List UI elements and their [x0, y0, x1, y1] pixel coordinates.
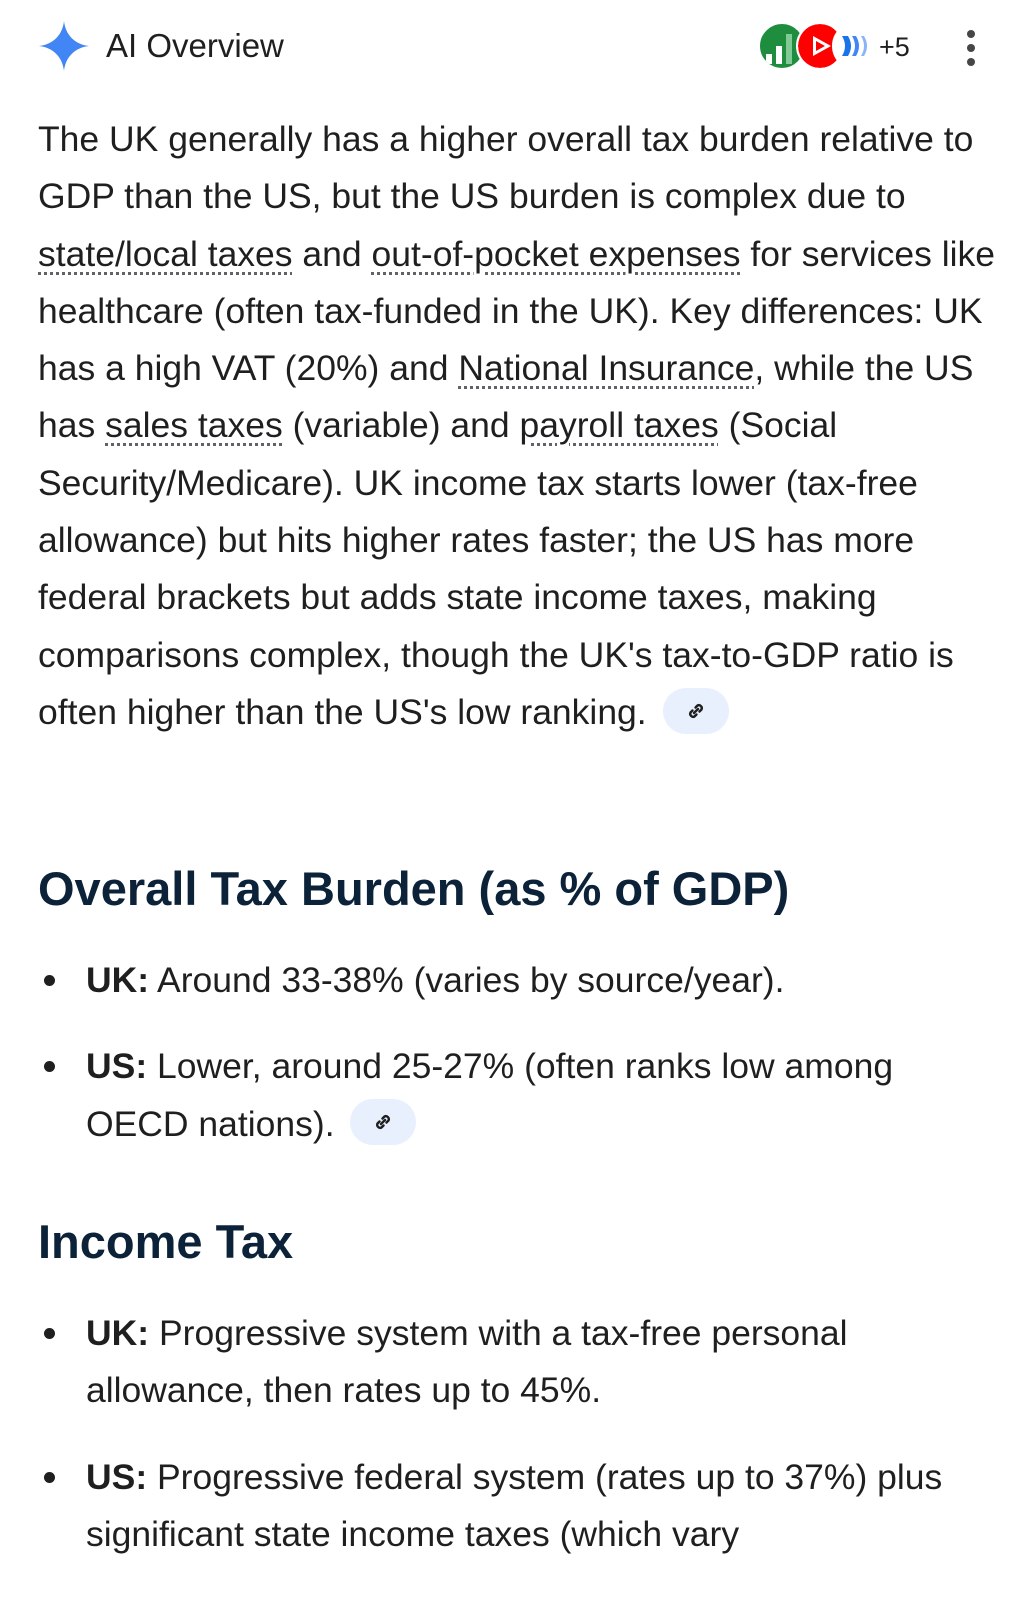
list-item-text: Around 33-38% (varies by source/year). [149, 960, 785, 1000]
list-item-label: UK: [86, 1313, 150, 1353]
list-item [0, 1449, 956, 1564]
link-icon [371, 1110, 395, 1134]
citation-link-button[interactable] [350, 1099, 416, 1145]
list-item [0, 952, 956, 1009]
term-link-out-of-pocket-expenses[interactable]: out-of-pocket expenses [371, 233, 741, 274]
list-item-text: Progressive federal system (rates up to 37%) plus significant state income taxes (which vary [86, 1456, 943, 1554]
link-icon [684, 699, 708, 723]
overall-tax-burden-list [0, 952, 1031, 1153]
term-link-state-local-taxes[interactable]: state/local taxes [38, 233, 293, 274]
list-item-label: US: [86, 1046, 148, 1087]
summary-text: and [292, 233, 372, 274]
list-item [0, 1305, 956, 1420]
gemini-sparkle-icon [38, 20, 90, 72]
list-item-label: UK: [86, 960, 150, 1000]
more-vert-icon[interactable] [955, 28, 987, 68]
summary-text: for services like healthcare (often tax-funded in the UK). Key differences: UK has a high VAT (20%) and [38, 233, 996, 389]
source-favicons[interactable] [758, 22, 878, 72]
summary-text: (Social Security/Medicare). UK income tax starts lower (tax-free allowance) but hits higher rates faster; the US has more federal brackets but adds state income taxes, making comparisons complex, though the UK's tax-to-GDP ratio is often higher than the US's low ranking. [38, 405, 954, 732]
income-tax-list [0, 1305, 1031, 1563]
summary-text: , while the US has [38, 348, 974, 446]
list-item-text: Progressive system with a tax-free personal allowance, then rates up to 45%. [86, 1313, 848, 1411]
section-heading-income-tax: Income Tax [38, 1215, 294, 1268]
summary-text: The UK generally has a higher overall tax burden relative to GDP than the US, but the US burden is complex due to [38, 119, 974, 217]
list-item [0, 1038, 956, 1153]
list-item-label: US: [86, 1456, 148, 1497]
list-item-text: Lower, around 25-27% (often ranks low among OECD nations). [86, 1046, 894, 1144]
ai-overview-title: AI Overview [106, 27, 284, 64]
overview-summary [38, 111, 998, 741]
citation-link-button[interactable] [663, 688, 729, 734]
term-link-payroll-taxes[interactable]: payroll taxes [519, 405, 719, 446]
section-heading-overall-tax-burden: Overall Tax Burden (as % of GDP) [38, 862, 790, 915]
more-sources-count[interactable]: +5 [879, 32, 910, 62]
summary-text: (variable) and [282, 405, 520, 446]
blue-wave-favicon [832, 22, 880, 70]
term-link-sales-taxes[interactable]: sales taxes [105, 405, 283, 446]
term-link-national-insurance[interactable]: National Insurance [458, 348, 755, 389]
ai-overview-header [0, 0, 1031, 95]
